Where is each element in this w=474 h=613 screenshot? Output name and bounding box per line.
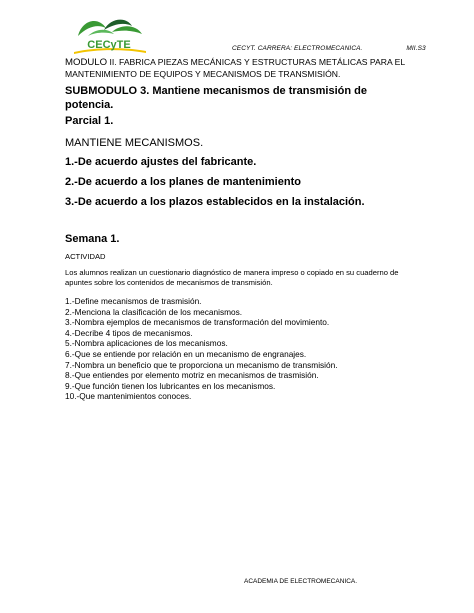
cecyte-logo [68,14,150,58]
question-item: 7.-Nombra un beneficio que te proporciona un mecanismo de transmisión. [65,359,338,370]
header-code: MII.S3 [406,45,426,52]
question-item: 10.-Que mantenimientos conoces. [65,391,192,402]
question-item: 8.-Que entiendes por elemento motriz en mecanismos de trasmisión. [65,370,319,381]
logo-wordmark: CECyTE [87,39,131,51]
question-list [65,296,338,402]
question-item: 2.-Menciona la clasificación de los mecanismos. [65,306,243,317]
section-heading: MANTIENE MECANISMOS. [65,137,204,149]
question-item: 5.-Nombra aplicaciones de los mecanismos. [65,338,228,349]
criterion-item: 2.-De acuerdo a los planes de mantenimiento [65,176,301,188]
module-lead: MODULO [65,57,108,68]
activity-label: ACTIVIDAD [65,252,106,261]
submodule-title: SUBMODULO 3. Mantiene mecanismos de transmisión de potencia. [65,85,367,111]
header-info [232,45,426,52]
question-item: 4.-Decribe 4 tipos de mecanismos. [65,327,193,338]
week-heading: Semana 1. [65,233,120,245]
page-footer: ACADEMIA DE ELECTROMECANICA. [244,578,358,585]
criterion-item: 3.-De acuerdo a los plazos establecidos en la instalación. [65,196,365,208]
module-text: II. FABRICA PIEZAS MECÁNICAS Y ESTRUCTURAS METÁLICAS PARA EL MANTENIMIENTO DE EQUIPOS Y MECANISMOS DE TRANSMISIÓN. [65,57,405,79]
question-item: 3.-Nombra ejemplos de mecanismos de transformación del movimiento. [65,317,330,328]
question-item: 9.-Que función tienen los lubricantes en los mecanismos. [65,380,276,391]
partial-heading: Parcial 1. [65,115,114,127]
criterion-item: 1.-De acuerdo ajustes del fabricante. [65,156,257,168]
module-title [65,57,415,80]
header-course: CECYT. CARRERA: ELECTROMECANICA. [232,45,363,52]
question-item: 1.-Define mecanismos de trasmisión. [65,296,202,306]
question-item: 6.-Que se entiende por relación en un mecanismo de engranajes. [65,348,307,359]
activity-intro: Los alumnos realizan un cuestionario diagnóstico de manera impreso o copiado en su cuaderno de apuntes sobre los contenidos de mecanismos de transmisión. [65,268,399,288]
